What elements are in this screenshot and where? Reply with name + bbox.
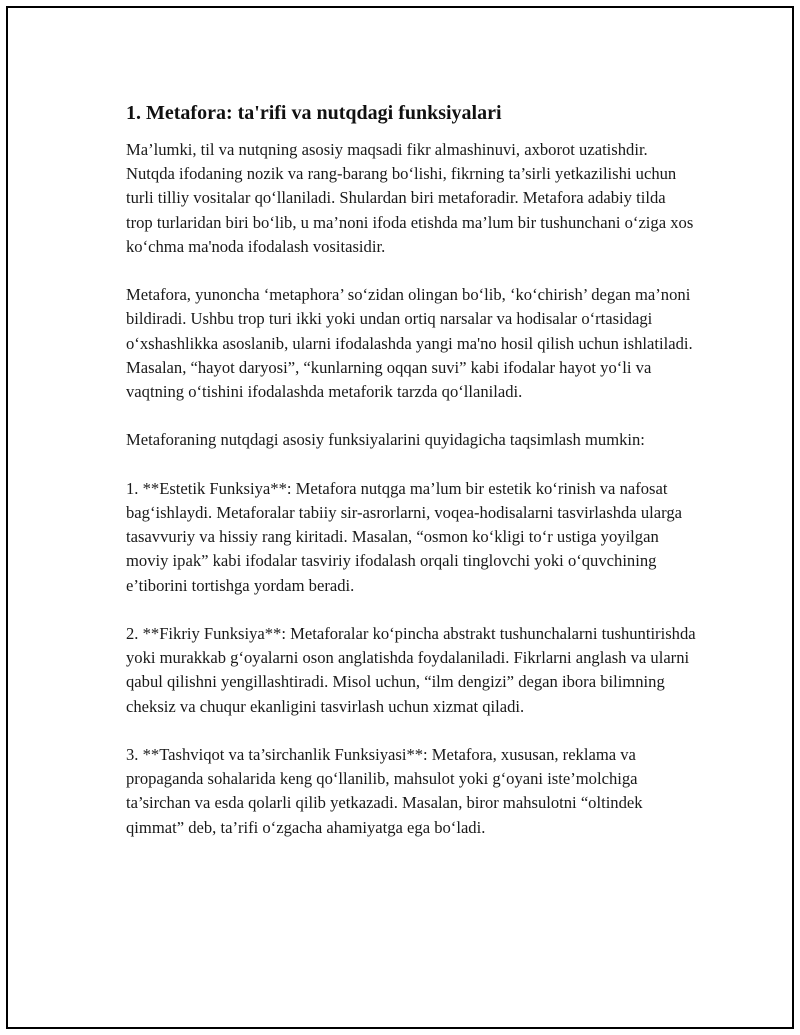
paragraph-aesthetic-function: 1. **Estetik Funksiya**: Metafora nutqga ma’lum bir estetik ko‘rinish va nafosat bag‘ishlaydi. Metaforalar tabiiy sir-asrorlarni, voqea-hodisalarni tasvirlashda ularga tasavvuriy va hissiy rang kiritadi. Masalan, “osmon ko‘kligi to‘r ustiga yoyilgan moviy ipak” kabi ifodalar tasviriy ifodalash orqali tinglovchi yoki o‘quvchining e’tiborini tortishga yordam beradi.: [126, 478, 682, 595]
paragraph-functions-intro: Metaforaning nutqdagi asosiy funksiyalarini quyidagicha taqsimlash mumkin:: [126, 430, 645, 450]
paragraph-definition: Metafora, yunoncha ‘metaphora’ so‘zidan olingan bo‘lib, ‘ko‘chirish’ degan ma’noni bildiradi. Ushbu trop turi ikki yoki undan ortiq narsalar va hodisalar o‘rtasidagi o‘xshashlikka asoslanib, ularni ifodalashda yangi ma'no hosil qilish uchun ishlatiladi. Masalan, “hayot daryosi”, “kunlarning oqqan suvi” kabi ifodalar hayot yo‘li va vaqtning o‘tishini ifodalashda metaforik tarzda qo‘llaniladi.: [126, 285, 693, 402]
page-frame: [6, 6, 794, 1029]
paragraph-persuasive-function: 3. **Tashviqot va ta’sirchanlik Funksiyasi**: Metafora, xususan, reklama va propaganda sohalarida keng qo‘llanilib, mahsulot yoki g‘oyani iste’molchiga ta’sirchan va esda qolarli qilib yetkazadi. Masalan, biror mahsulotni “oltindek qimmat” deb, ta’rifi o‘zgacha ahamiyatga ega bo‘ladi.: [126, 745, 643, 837]
document-body: [126, 100, 696, 864]
section-heading: 1. Metafora: ta'rifi va nutqdagi funksiyalari: [126, 102, 502, 124]
paragraph-intro: Ma’lumki, til va nutqning asosiy maqsadi fikr almashinuvi, axborot uzatishdir. Nutqda ifodaning nozik va rang-barang bo‘lishi, fikrning ta’sirli yetkazilishi uchun turli tilliy vositalar qo‘llaniladi. Shulardan biri metaforadir. Metafora adabiy tilda trop turlaridan biri bo‘lib, u ma’noni ifoda etishda ma’lum bir tushunchani o‘ziga xos ko‘chma ma'noda ifodalash vositasidir.: [126, 140, 694, 256]
paragraph-cognitive-function: 2. **Fikriy Funksiya**: Metaforalar ko‘pincha abstrakt tushunchalarni tushuntirishda yoki murakkab g‘oyalarni oson anglatishda foydalaniladi. Fikrlarni anglash va ularni qabul qilishni yengillashtiradi. Misol uchun, “ilm dengizi” degan ibora bilimning cheksiz va chuqur ekanligini tasvirlash uchun xizmat qiladi.: [126, 624, 696, 716]
